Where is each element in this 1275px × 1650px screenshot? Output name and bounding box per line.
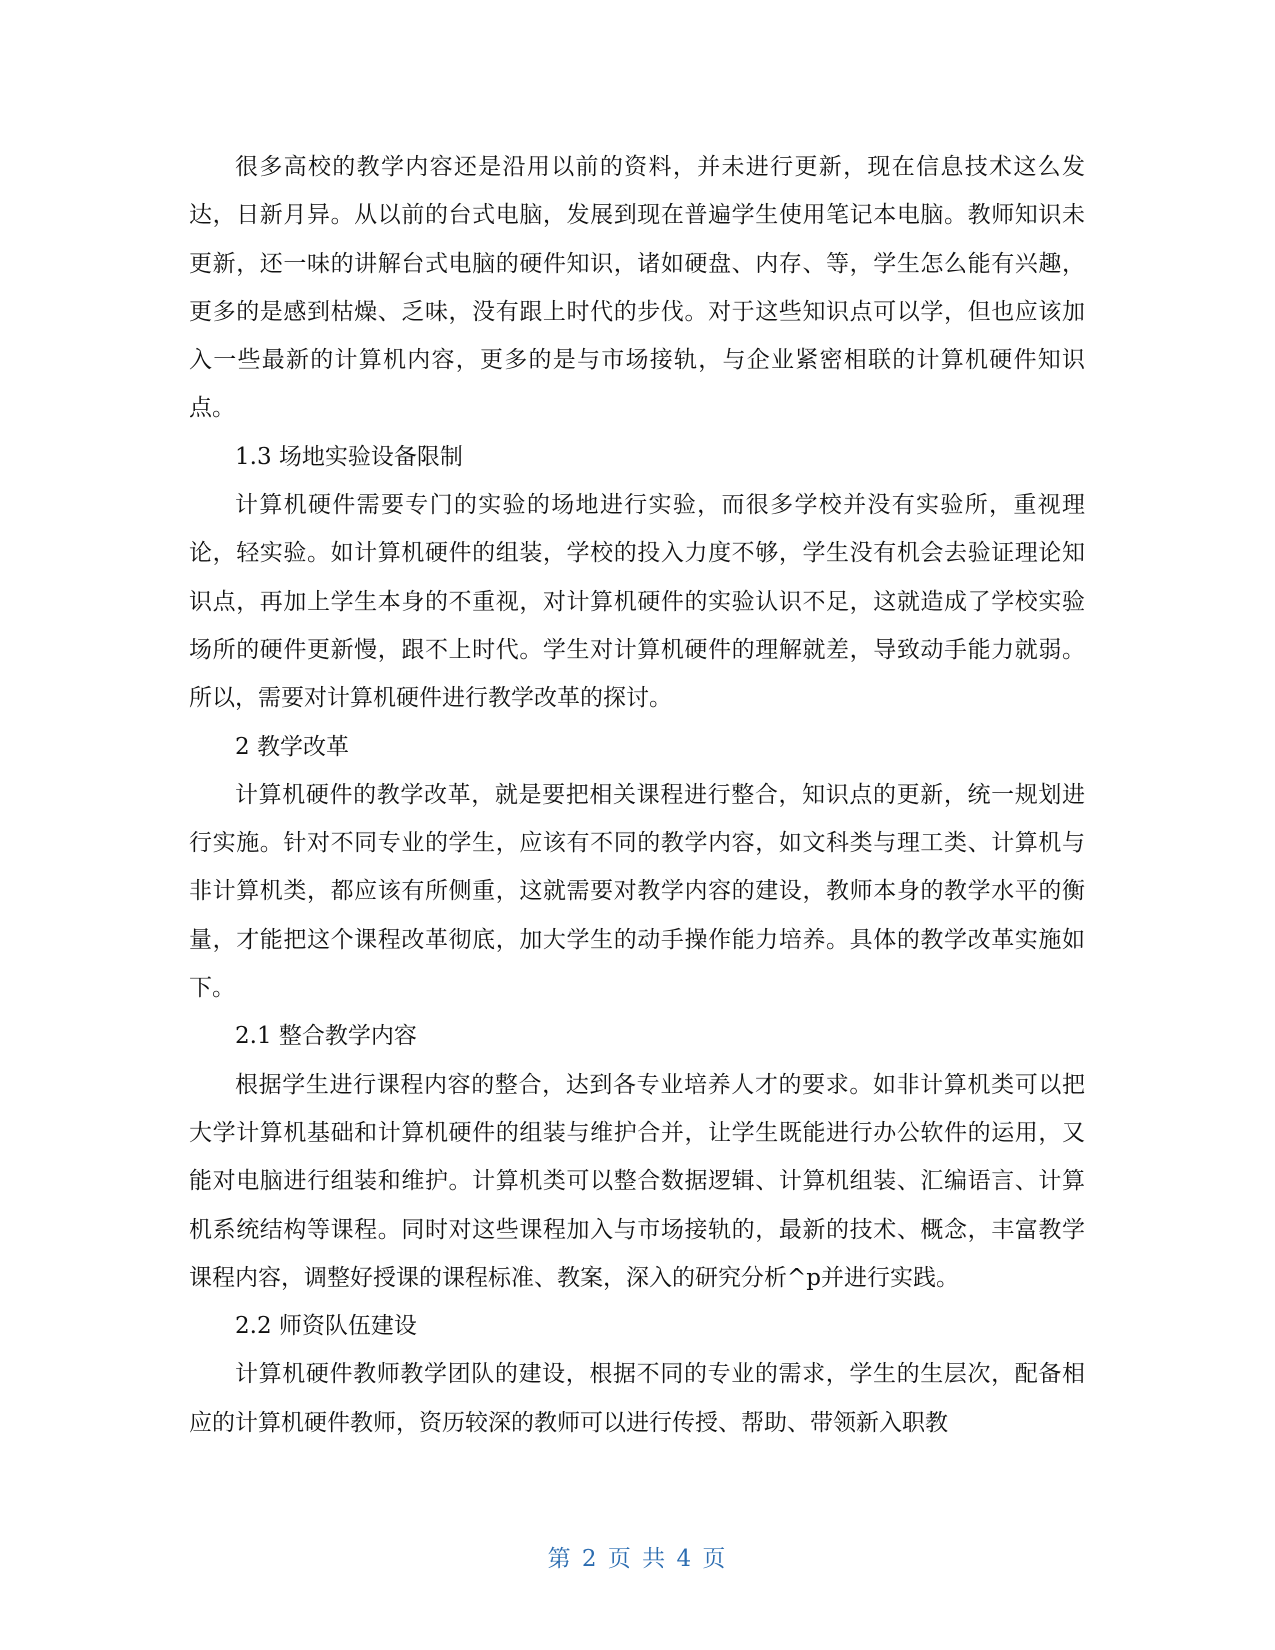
paragraph-teaching-reform: 计算机硬件的教学改革，就是要把相关课程进行整合，知识点的更新，统一规划进行实施。针对不同专业的学生，应该有不同的教学内容，如文科类与理工类、计算机与非计算机类，都应该有所侧重，这就需要对教学内容的建设，教师本身的教学水平的衡量，才能把这个课程改革彻底，加大学生的动手操作能力培养。具体的教学改革实施如下。 (189, 781, 1085, 1002)
paragraph-hardware-knowledge: 很多高校的教学内容还是沿用以前的资料，并未进行更新，现在信息技术这么发达，日新月异。从以前的台式电脑，发展到现在普遍学生使用笔记本电脑。教师知识未更新，还一味的讲解台式电脑的硬件知识，诸如硬盘、内存、等，学生怎么能有兴趣，更多的是感到枯燥、乏味，没有跟上时代的步伐。对于这些知识点可以学，但也应该加入一些最新的计算机内容，更多的是与市场接轨，与企业紧密相联的计算机硬件知识点。 (189, 154, 1085, 422)
section-heading-2-2: 2.2 师资队伍建设 (235, 1313, 417, 1340)
document-body (189, 143, 1085, 1447)
section-heading-1-3: 1.3 场地实验设备限制 (235, 443, 463, 470)
paragraph-faculty-building: 计算机硬件教师教学团队的建设，根据不同的专业的需求，学生的生层次，配备相应的计算机硬件教师，资历较深的教师可以进行传授、帮助、带领新入职教 (189, 1361, 1085, 1436)
paragraph-lab-equipment: 计算机硬件需要专门的实验的场地进行实验，而很多学校并没有实验所，重视理论，轻实验。如计算机硬件的组装，学校的投入力度不够，学生没有机会去验证理论知识点，再加上学生本身的不重视，对计算机硬件的实验认识不足，这就造成了学校实验场所的硬件更新慢，跟不上时代。学生对计算机硬件的理解就差，导致动手能力就弱。所以，需要对计算机硬件进行教学改革的探讨。 (189, 492, 1085, 712)
paragraph-integrate-content: 根据学生进行课程内容的整合，达到各专业培养人才的要求。如非计算机类可以把大学计算机基础和计算机硬件的组装与维护合并，让学生既能进行办公软件的运用，又能对电脑进行组装和维护。计算机类可以整合数据逻辑、计算机组装、汇编语言、计算机系统结构等课程。同时对这些课程加入与市场接轨的，最新的技术、概念，丰富教学课程内容，调整好授课的课程标准、教案，深入的研究分析^p并进行实践。 (189, 1071, 1085, 1291)
section-heading-2-1: 2.1 整合教学内容 (235, 1023, 417, 1050)
page-number-footer: 第 2 页 共 4 页 (547, 1546, 728, 1572)
section-heading-2: 2 教学改革 (235, 733, 349, 760)
